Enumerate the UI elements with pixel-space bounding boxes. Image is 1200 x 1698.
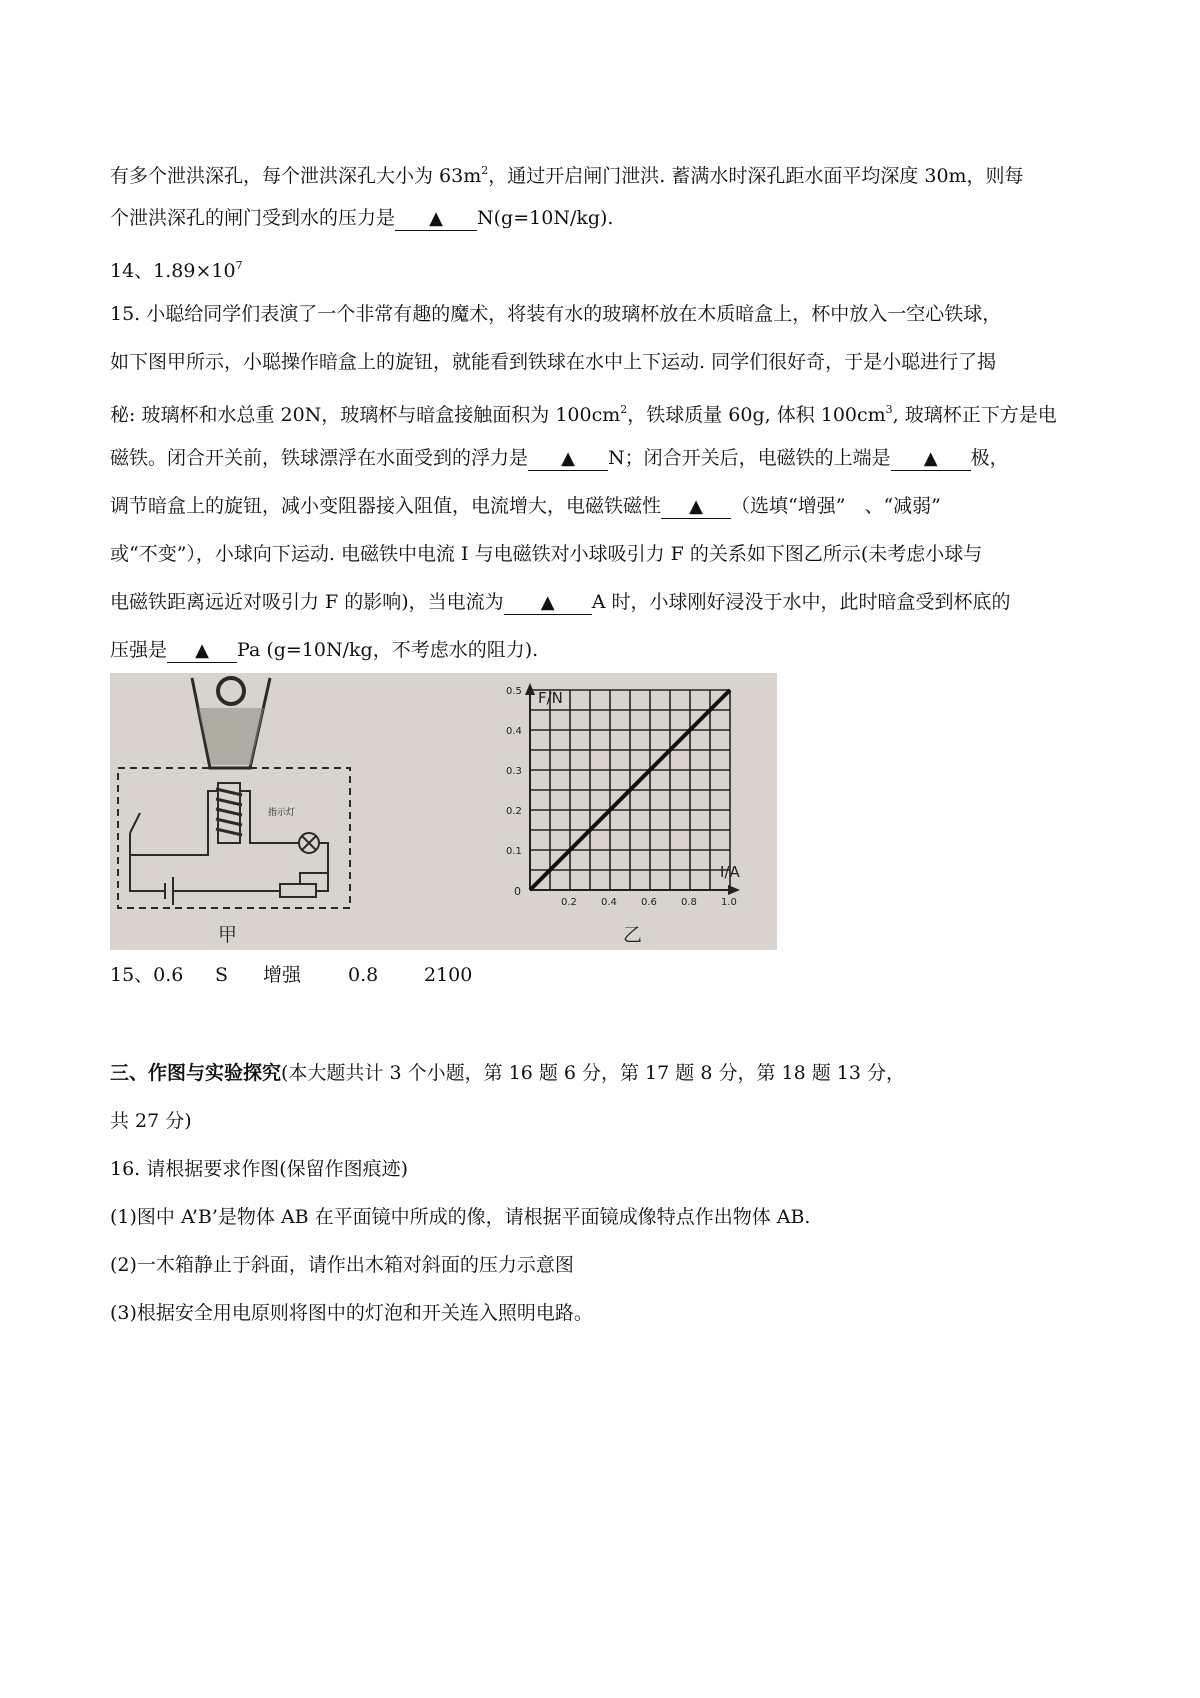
x-tick-labels xyxy=(561,897,737,908)
x-tick-label: 0.8 xyxy=(681,897,697,908)
answer-15 xyxy=(110,962,472,988)
battery xyxy=(165,877,173,905)
switch xyxy=(130,813,140,855)
q15-text: 秘: 玻璃杯和水总重 20N，玻璃杯与暗盒接触面积为 100cm xyxy=(110,404,621,426)
answer-14-exponent: 7 xyxy=(235,259,243,272)
x-tick-label: 0.4 xyxy=(601,897,617,908)
answer-15-item: S xyxy=(215,964,229,986)
q15-text: Pa (g=10N/kg，不考虑水的阻力). xyxy=(237,639,539,661)
section-3-desc: (本大题共计 3 个小题，第 16 题 6 分，第 17 题 8 分，第 18 题 13 分， xyxy=(281,1062,905,1084)
answer-blank: ▲ xyxy=(528,448,608,471)
y-axis-label: F/N xyxy=(538,689,563,707)
figure-photo xyxy=(110,673,777,950)
wire-left xyxy=(130,791,218,891)
q15-line-5 xyxy=(110,493,941,519)
q13-superscript: 2 xyxy=(481,164,489,177)
q15-line-3 xyxy=(110,397,1057,428)
q16-part-1: (1)图中 A’B’是物体 AB 在平面镜中所成的像，请根据平面镜成像特点作出物体 AB. xyxy=(110,1206,811,1228)
label-yi: 乙 xyxy=(623,924,643,946)
answer-blank: ▲ xyxy=(504,592,592,615)
q15-text: N；闭合开关后，电磁铁的上端是 xyxy=(608,447,891,469)
y-tick-label: 0.5 xyxy=(506,686,522,697)
answer-15-item: 增强 xyxy=(263,964,302,986)
answer-14-text: 14、1.89×10 xyxy=(110,260,236,282)
q15-text: 压强是 xyxy=(110,639,168,661)
q15-text: 极， xyxy=(970,447,1009,469)
x-axis-label: I/A xyxy=(720,863,740,881)
q16-part-3: (3)根据安全用电原则将图中的灯泡和开关连入照明电路。 xyxy=(110,1302,593,1324)
q15-line-8 xyxy=(110,637,538,663)
section-3-title xyxy=(110,1060,905,1086)
answer-blank: ▲ xyxy=(395,208,477,231)
graph-yi xyxy=(506,683,740,908)
y-tick-label: 0.3 xyxy=(506,766,522,777)
q15-line-6: 或“不变”），小球向下运动. 电磁铁中电流 I 与电磁铁对小球吸引力 F 的关系如下图乙所示(未考虑小球与 xyxy=(110,543,983,565)
q15-line-7 xyxy=(110,589,1010,615)
q15-text: A 时，小球刚好浸没于水中，此时暗盒受到杯底的 xyxy=(591,591,1011,613)
answer-15-item: 15、0.6 xyxy=(110,964,184,986)
section-3-title-line-2: 共 27 分) xyxy=(110,1110,192,1132)
q16-stem: 16. 请根据要求作图(保留作图痕迹) xyxy=(110,1158,409,1180)
q13-text-b: ，通过开启闸门泄洪. 蓄满水时深孔距水面平均深度 30m，则每 xyxy=(488,165,1024,187)
lamp-label: 指示灯 xyxy=(268,808,296,818)
q15-line-2: 如下图甲所示，小聪操作暗盒上的旋钮，就能看到铁球在水中上下运动. 同学们很好奇，于是小聪进行了揭 xyxy=(110,351,997,373)
q15-text: , 玻璃杯正下方是电 xyxy=(892,404,1057,426)
q13-text-d: N(g=10N/kg). xyxy=(477,207,614,229)
q15-text: 调节暗盒上的旋钮，减小变阻器接入阻值，电流增大，电磁铁磁性 xyxy=(110,495,662,517)
q15-text: 磁铁。闭合开关前，铁球漂浮在水面受到的浮力是 xyxy=(110,447,529,469)
wire-lamp xyxy=(316,863,328,891)
coil-windings xyxy=(216,789,242,835)
q16-part-2: (2)一木箱静止于斜面，请作出木箱对斜面的压力示意图 xyxy=(110,1254,574,1276)
x-tick-label: 1.0 xyxy=(721,897,737,908)
q15-text: 电磁铁距离远近对吸引力 F 的影响)，当电流为 xyxy=(110,591,504,613)
y-tick-label: 0.4 xyxy=(506,726,522,737)
answer-blank: ▲ xyxy=(167,640,237,663)
x-tick-label: 0.2 xyxy=(561,897,577,908)
q15-text: （选填“增强” 、“减弱” xyxy=(731,495,941,517)
y-tick-label: 0.2 xyxy=(506,806,522,817)
q13-text-c: 个泄洪深孔的闸门受到水的压力是 xyxy=(110,207,396,229)
answer-blank: ▲ xyxy=(891,448,971,471)
answer-blank: ▲ xyxy=(661,496,731,519)
section-3-heading: 三、作图与实验探究 xyxy=(110,1062,282,1084)
y-tick-label: 0.1 xyxy=(506,846,522,857)
figure-svg xyxy=(110,673,777,950)
superscript: 3 xyxy=(885,403,893,416)
superscript: 2 xyxy=(620,403,628,416)
q15-line-4 xyxy=(110,445,1009,471)
q13-line-1 xyxy=(110,158,1024,189)
answer-15-item: 2100 xyxy=(424,964,473,986)
rheostat xyxy=(280,884,316,897)
x-arrow xyxy=(728,885,740,895)
rheostat-slider xyxy=(300,873,328,884)
circuit-diagram-jia xyxy=(118,678,350,908)
iron-ball xyxy=(218,678,244,704)
origin-label: 0 xyxy=(514,885,521,898)
y-arrow xyxy=(525,683,535,695)
answer-14 xyxy=(110,253,243,284)
label-jia: 甲 xyxy=(218,924,238,946)
q15-line-1: 15. 小聪给同学们表演了一个非常有趣的魔术，将装有水的玻璃杯放在木质暗盒上，杯中放入一空心铁球， xyxy=(110,303,1002,325)
answer-15-item: 0.8 xyxy=(348,964,379,986)
y-tick-labels xyxy=(506,686,522,857)
q13-line-2 xyxy=(110,205,613,231)
lamp-cross xyxy=(302,836,316,850)
q15-text: ，铁球质量 60g, 体积 100cm xyxy=(627,404,886,426)
x-tick-label: 0.6 xyxy=(641,897,657,908)
q13-text-a: 有多个泄洪深孔，每个泄洪深孔大小为 63m xyxy=(110,165,482,187)
